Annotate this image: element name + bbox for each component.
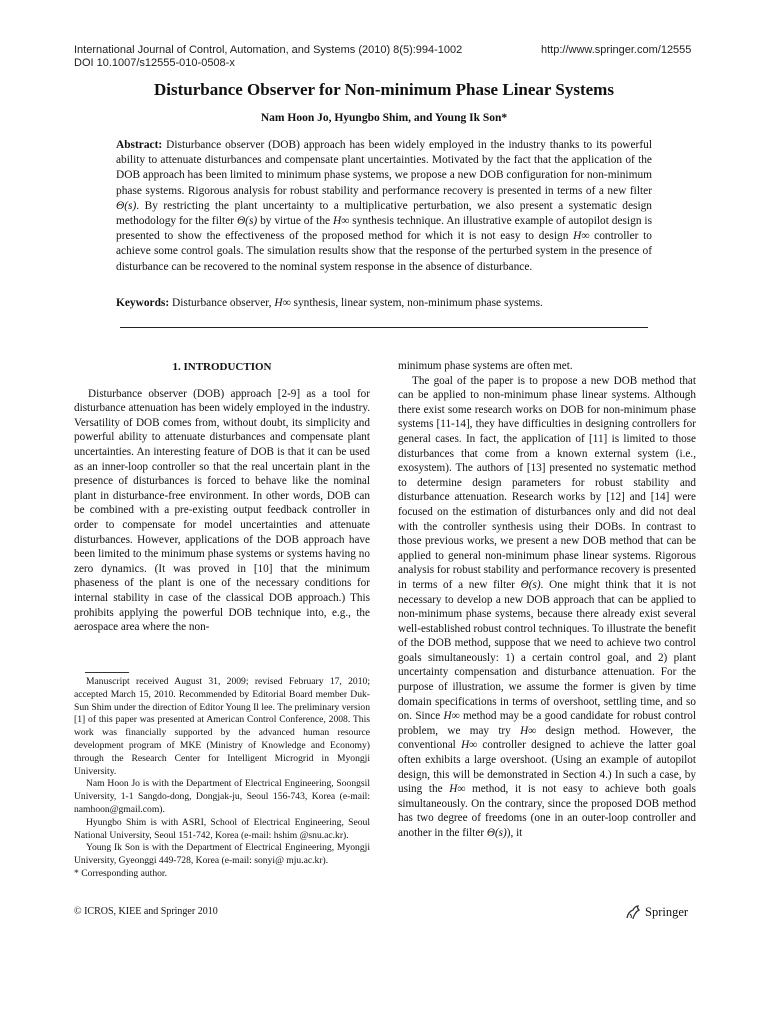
abstract-divider	[120, 327, 648, 328]
body-text: design method. However, the conventional	[398, 724, 696, 752]
footnote-divider	[85, 672, 129, 673]
abstract-label: Abstract:	[116, 139, 163, 151]
h-infinity-symbol: H∞	[332, 215, 350, 228]
doi: DOI 10.1007/s12555-010-0508-x	[74, 57, 235, 69]
theta-symbol: Θ(s)	[116, 199, 137, 212]
footnote-author-2: Hyungbo Shim is with ASRI, School of Electrical Engineering, Seoul National University, Seoul 151-742, Korea (e-mail: hshim @snu.ac.kr).	[74, 816, 370, 841]
body-text: method, it is not easy to achieve both goals simultaneously. On the contrary, since the proposed DOB method has two degree of freedoms (one in an outer-loop controller and another in the filter	[398, 783, 696, 839]
body-text: . One might think that it is not necessary to develop a new DOB approach that can be applied to non-minimum phase systems, because there already exist several well-established robust control techniques. To illustrate the benefit of the DOB method, suppose that we need to achieve two control goals simultaneously: 1) a certain control goal, and 2) plant uncertainty compensation and disturbance attenuation. For the purpose of illustration, we assume the former is given by time domain specifications in terms of overshoot, settling time, and so on. Since	[398, 578, 696, 723]
body-text: method may be a good candidate for robust control problem, we may try	[398, 710, 697, 737]
body-text: ), it	[506, 827, 523, 839]
theta-symbol: Θ(s)	[520, 578, 541, 591]
abstract-text: by virtue of the	[257, 215, 333, 228]
abstract-text: synthesis technique. An illustrative example of autopilot design is presented to show the effectiveness of the proposed method for which it is not easy to design	[116, 215, 652, 243]
body-text: controller designed to achieve the latter goal often exhibits a large overshoot. (Using an example of autopilot design, this will be demonstrated in Section 4.) In such a case, by using the	[398, 739, 696, 796]
section-heading: 1. INTRODUCTION	[172, 361, 272, 373]
theta-symbol: Θ(s)	[486, 827, 507, 839]
h-infinity-symbol: H∞	[449, 783, 466, 796]
h-infinity-symbol: H∞	[573, 230, 590, 243]
h-infinity-symbol: H∞	[461, 739, 478, 752]
left-column	[74, 360, 370, 635]
right-column	[398, 359, 696, 841]
h-infinity-symbol: H∞	[274, 297, 291, 309]
keywords-text: synthesis, linear system, non-minimum phase systems.	[290, 297, 543, 309]
h-infinity-symbol: H∞	[520, 724, 537, 737]
footnote-corresponding: * Corresponding author.	[74, 867, 167, 879]
intro-paragraph: Disturbance observer (DOB) approach [2-9] as a tool for disturbance attenuation has been widely employed in the industry. Versatility of DOB comes from, without doubt, its simplicity and powerful ability to attenuate disturbances and compensate plant uncertainties. An interesting feature of DOB is that it can be used as an inner-loop controller so that the real uncertain plant in the presence of disturbances is forced to behave like the nominal plant in disturbance-free environment. In other words, DOB can be combined with a pre-existing output feedback controller in order to compensate for model uncertainties and attenuate disturbances. However, applications of the DOB approach have been limited to the minimum phase systems or systems having no zero dynamics. (It was proved in [10] that the minimum phaseness of the plant is one of the necessary conditions for internal stability in case of the classical DOB approach.) This prohibits applying the powerful DOB technique into, e.g., the aerospace area where the non-	[74, 387, 370, 634]
abstract-text: controller to achieve some control goals. The simulation results show that the response of the perturbed system in the presence of disturbance can be recovered to the nominal system response in the absence of disturbance.	[116, 230, 652, 273]
abstract-text: Disturbance observer (DOB) approach has been widely employed in the industry thanks to its powerful ability to attenuate disturbances and compensate plant uncertainties. Motivated by the fact that the application of the DOB approach has been limited to minimum phase systems, we propose a new DOB configuration for non-minimum phase systems. Rigorous analysis for robust stability and performance recovery is presented in terms of a new filter	[116, 139, 652, 197]
continued-paragraph: minimum phase systems are often met.	[398, 360, 573, 372]
theta-symbol: Θ(s)	[236, 215, 258, 228]
footnote-manuscript: Manuscript received August 31, 2009; revised February 17, 2010; accepted March 15, 2010. Recommended by Editorial Board member Duk-Sun Shim under the direction of Editor Young Il lee. The preliminary version [1] of this paper was presented at American Control Conference, 2008. This work was financially supported by the advanced human resource development program of MKE (Ministry of Knowledge and Economy) through the Research Center for Intelligent Microgrid in Myongji University.	[74, 676, 370, 777]
footnotes	[74, 676, 370, 881]
h-infinity-symbol: H∞	[443, 710, 460, 723]
author-list: Nam Hoon Jo, Hyungbo Shim, and Young Ik Son*	[260, 112, 508, 124]
paper-title: Disturbance Observer for Non-minimum Phase Linear Systems	[154, 80, 614, 99]
body-text: The goal of the paper is to propose a new DOB method that can be applied to non-minimum phase linear systems. Although there exist some research works on DOB for non-minimum phase systems [11-14], they have difficulties in designing controllers for general cases. In fact, the application of [11] is limited to those disturbances that come from a known external system (i.e., exosystem). The authors of [13] presented no systematic method to determine design parameters for robust stability and disturbance attenuation. Research works by [12] and [14] were focused on the estimation of disturbances only and did not deal with the controller synthesis using their DOBs. In contrast to those previous works, we present a new DOB method that can be applied to general non-minimum phase linear systems. Rigorous analysis for robust stability and performance recovery is presented in terms of a new filter	[398, 374, 696, 591]
footnote-author-3: Young Ik Son is with the Department of Electrical Engineering, Myongji University, Gyeonggi 449-728, Korea (e-mail: sonyi@ mju.ac.kr).	[74, 842, 370, 867]
journal-url[interactable]: http://www.springer.com/12555	[541, 44, 692, 56]
copyright-notice: © ICROS, KIEE and Springer 2010	[74, 906, 218, 917]
publisher-name: Springer	[645, 904, 689, 919]
springer-horse-icon	[624, 903, 642, 921]
journal-citation: International Journal of Control, Automation, and Systems (2010) 8(5):994-1002	[74, 44, 463, 56]
keywords-label: Keywords:	[116, 297, 170, 309]
keywords-text: Disturbance observer,	[169, 297, 275, 309]
abstract-text: . By restricting the plant uncertainty to a multiplicative perturbation, we also present a systematic design methodology for the filter	[116, 199, 652, 228]
springer-logo	[624, 903, 688, 921]
footnote-author-1: Nam Hoon Jo is with the Department of Electrical Engineering, Soongsil University, 1-1 Sangdo-dong, Dongjak-ju, Seoul 156-743, Korea (e-mail: namhoon@gmail.com).	[74, 778, 370, 815]
goal-paragraph	[398, 374, 696, 841]
abstract	[116, 138, 652, 275]
keywords	[116, 296, 652, 311]
